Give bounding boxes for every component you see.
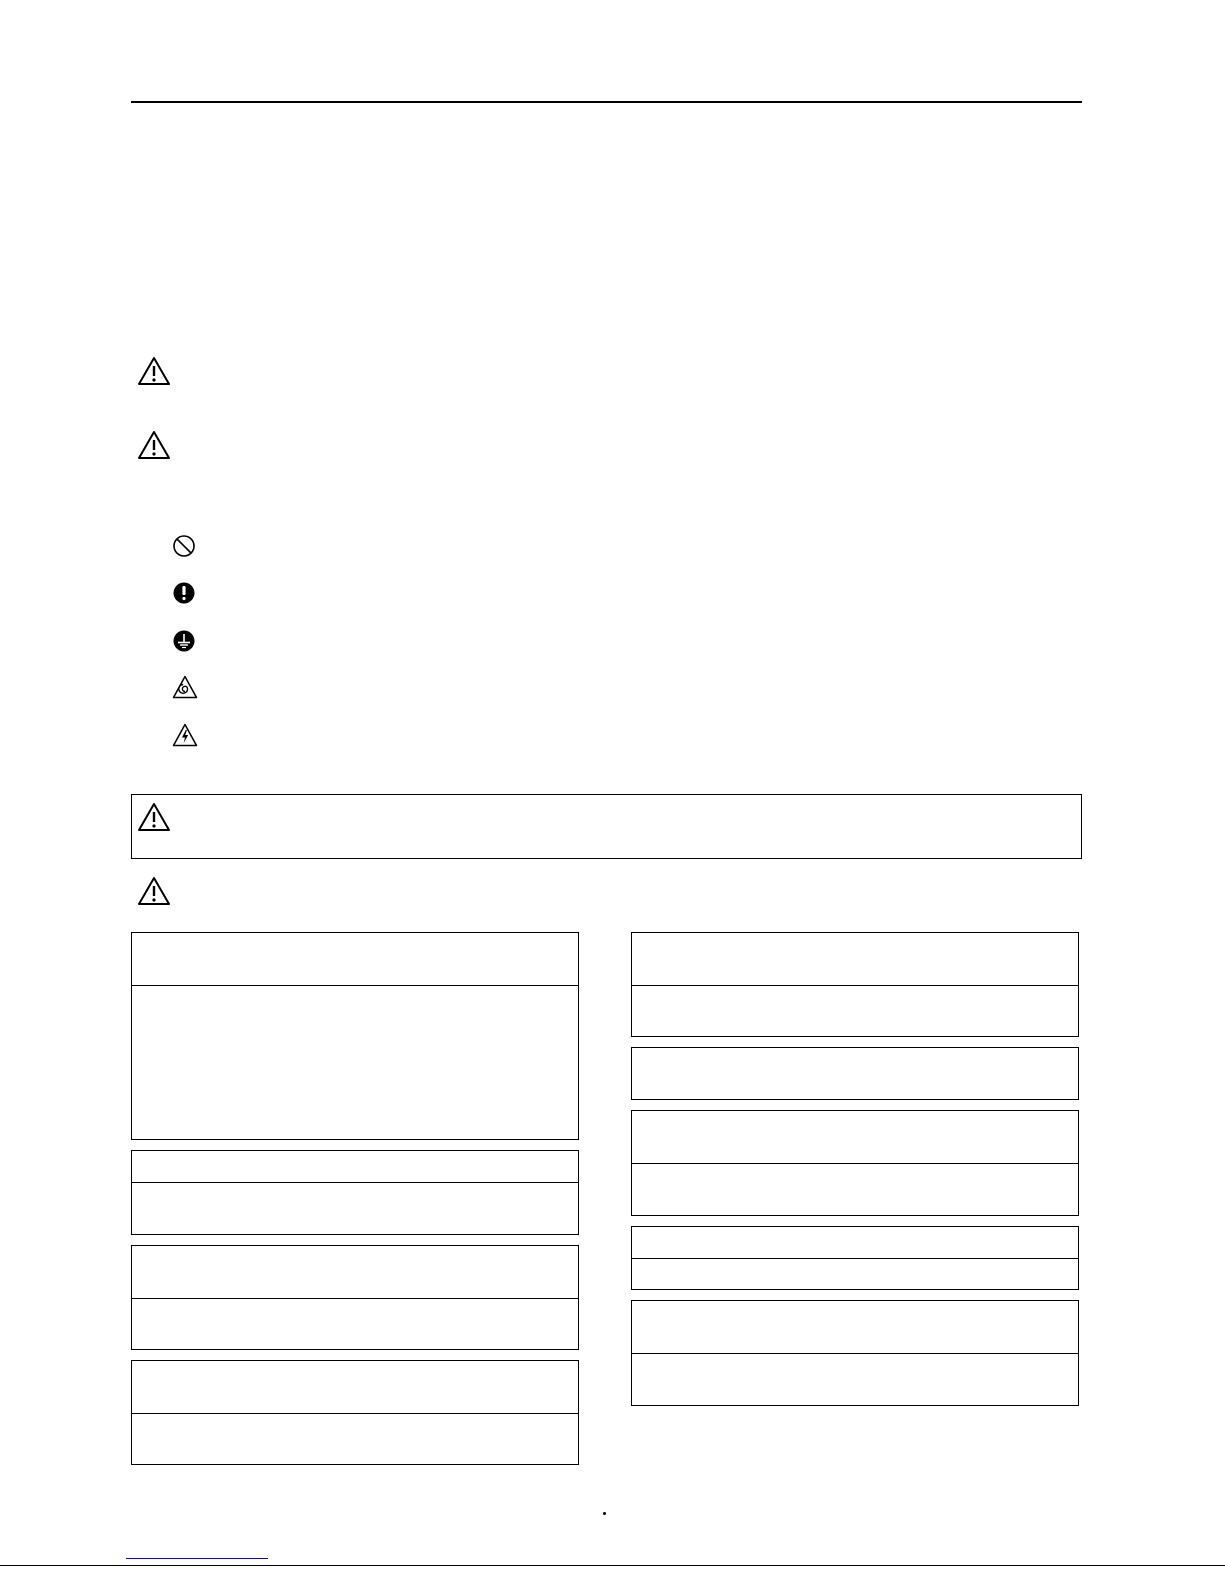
caution-box xyxy=(631,1226,1079,1290)
box-divider xyxy=(632,985,1078,986)
footer-link-underline[interactable] xyxy=(126,1558,268,1559)
caution-box xyxy=(631,1300,1079,1406)
box-divider xyxy=(132,1182,578,1183)
box-divider xyxy=(632,1258,1078,1259)
box-divider xyxy=(132,1298,578,1299)
footer-rule xyxy=(0,1565,1225,1566)
caution-box xyxy=(131,1360,579,1465)
box-divider xyxy=(632,1353,1078,1354)
header-rule xyxy=(131,101,1082,103)
box-divider xyxy=(132,1413,578,1414)
warning-triangle-icon xyxy=(137,802,171,832)
rotating-parts-icon xyxy=(172,675,198,699)
caution-box xyxy=(131,932,579,1140)
warning-triangle-icon xyxy=(137,430,171,460)
warning-triangle-icon xyxy=(137,356,171,386)
warning-triangle-icon xyxy=(137,876,171,906)
mandatory-exclamation-icon xyxy=(172,581,196,605)
caution-box xyxy=(631,932,1079,1037)
warning-box xyxy=(131,794,1082,859)
caution-box xyxy=(131,1245,579,1350)
prohibition-icon xyxy=(172,534,196,558)
caution-box xyxy=(631,1110,1079,1216)
caution-box xyxy=(131,1150,579,1235)
caution-box xyxy=(631,1047,1079,1100)
box-divider xyxy=(632,1163,1078,1164)
ground-icon xyxy=(172,629,196,653)
electric-shock-icon xyxy=(172,723,198,747)
page-number-marker xyxy=(603,1512,606,1515)
box-divider xyxy=(132,985,578,986)
